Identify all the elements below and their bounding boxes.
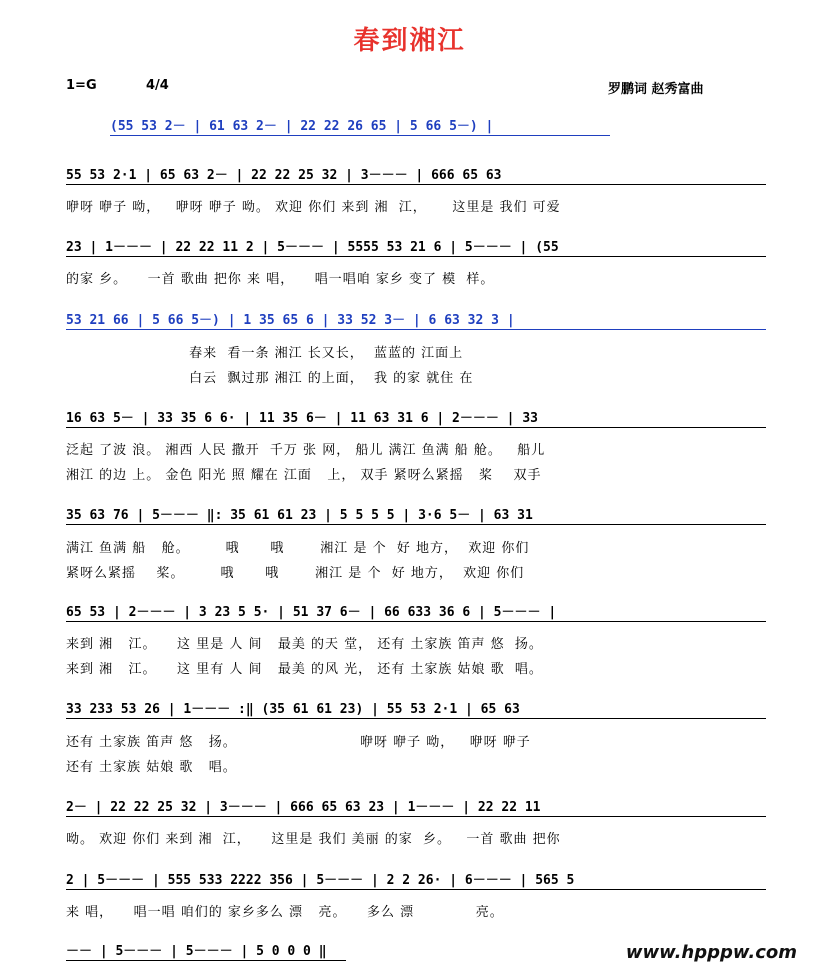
lyric-line-7: 满江 鱼满 船 舱。 哦 哦 湘江 是 个 好 地方， 欢迎 你们: [66, 541, 530, 556]
notation-line-8: 33 233 53 26 | 1－－－ :‖ (35 61 61 23) | 55 53 2·1 | 65 63: [66, 699, 766, 721]
notation-line-6: 35 63 76 | 5－－－ ‖: 35 61 61 23 | 5 5 5 5 | 3·6 5－ | 63 31: [66, 505, 766, 527]
lyric-line-2: 的家 乡。 一首 歌曲 把你 来 唱， 唱一唱咱 家乡 变了 模 样。: [66, 272, 495, 287]
lyric-line-8: 紧呀么紧摇 桨。 哦 哦 湘江 是 个 好 地方， 欢迎 你们: [66, 566, 525, 581]
lyric-line-12: 还有 土家族 姑娘 歌 唱。: [66, 760, 237, 775]
notation-line-9: 2－ | 22 22 25 32 | 3－－－ | 666 65 63 23 | 1－－－ | 22 22 11: [66, 797, 766, 819]
site-watermark: www.hpppw.com: [625, 942, 797, 963]
song-credits: 罗鹏词 赵秀富曲: [608, 82, 704, 97]
lyric-line-11: 还有 土家族 笛声 悠 扬。 咿呀 咿子 呦， 咿呀 咿子: [66, 735, 531, 750]
lyric-line-4: 白云 飘过那 湘江 的上面， 我 的家 就住 在: [66, 371, 474, 386]
lyric-line-14: 来 唱， 唱一唱 咱们的 家乡多么 漂 亮。 多么 漂 亮。: [66, 905, 504, 920]
notation-line-3: 23 | 1－－－ | 22 22 11 2 | 5－－－ | 5555 53 21 6 | 5－－－ | (55: [66, 237, 766, 259]
notation-line-10: 2 | 5－－－ | 555 533 2222 356 | 5－－－ | 2 2 26· | 6－－－ | 565 5: [66, 870, 766, 892]
lyric-line-6: 湘江 的边 上。 金色 阳光 照 耀在 江面 上， 双手 紧呀么紧摇 桨 双手: [66, 468, 542, 483]
notation-line-7: 65 53 | 2－－－ | 3 23 5 5· | 51 37 6－ | 66 633 36 6 | 5－－－ |: [66, 602, 766, 624]
notation-line-11: －－ | 5－－－ | 5－－－ | 5 0 0 0 ‖: [66, 941, 766, 963]
key-signature: 1=G: [66, 78, 97, 93]
notation-line-1: (55 53 2－ | 61 63 2－ | 22 22 26 65 | 5 66 5－) |: [110, 116, 810, 138]
lyric-line-1: 咿呀 咿子 呦， 咿呀 咿子 呦。 欢迎 你们 来到 湘 江， 这里是 我们 可爱: [66, 200, 561, 215]
notation-line-2: 55 53 2·1 | 65 63 2－ | 22 22 25 32 | 3－－－ | 666 65 63: [66, 165, 766, 187]
lyric-line-13: 呦。 欢迎 你们 来到 湘 江， 这里是 我们 美丽 的家 乡。 一首 歌曲 把你: [66, 832, 561, 847]
lyric-line-9: 来到 湘 江。 这 里是 人 间 最美 的天 堂， 还有 土家族 笛声 悠 扬。: [66, 637, 543, 652]
notation-line-4: 53 21 66 | 5 66 5－) | 1 35 65 6 | 33 52 3－ | 6 63 32 3 |: [66, 310, 766, 332]
lyric-line-10: 来到 湘 江。 这 里有 人 间 最美 的风 光， 还有 土家族 姑娘 歌 唱。: [66, 662, 543, 677]
time-signature: 4/4: [146, 78, 169, 93]
lyric-line-3: 春来 看一条 湘江 长又长， 蓝蓝的 江面上: [66, 346, 464, 361]
notation-line-5: 16 63 5－ | 33 35 6 6· | 11 35 6－ | 11 63 31 6 | 2－－－ | 33: [66, 408, 766, 430]
song-title: 春到湘江: [353, 26, 466, 56]
lyric-line-5: 泛起 了波 浪。 湘西 人民 撒开 千万 张 网， 船儿 满江 鱼满 船 舱。 船儿: [66, 443, 546, 458]
